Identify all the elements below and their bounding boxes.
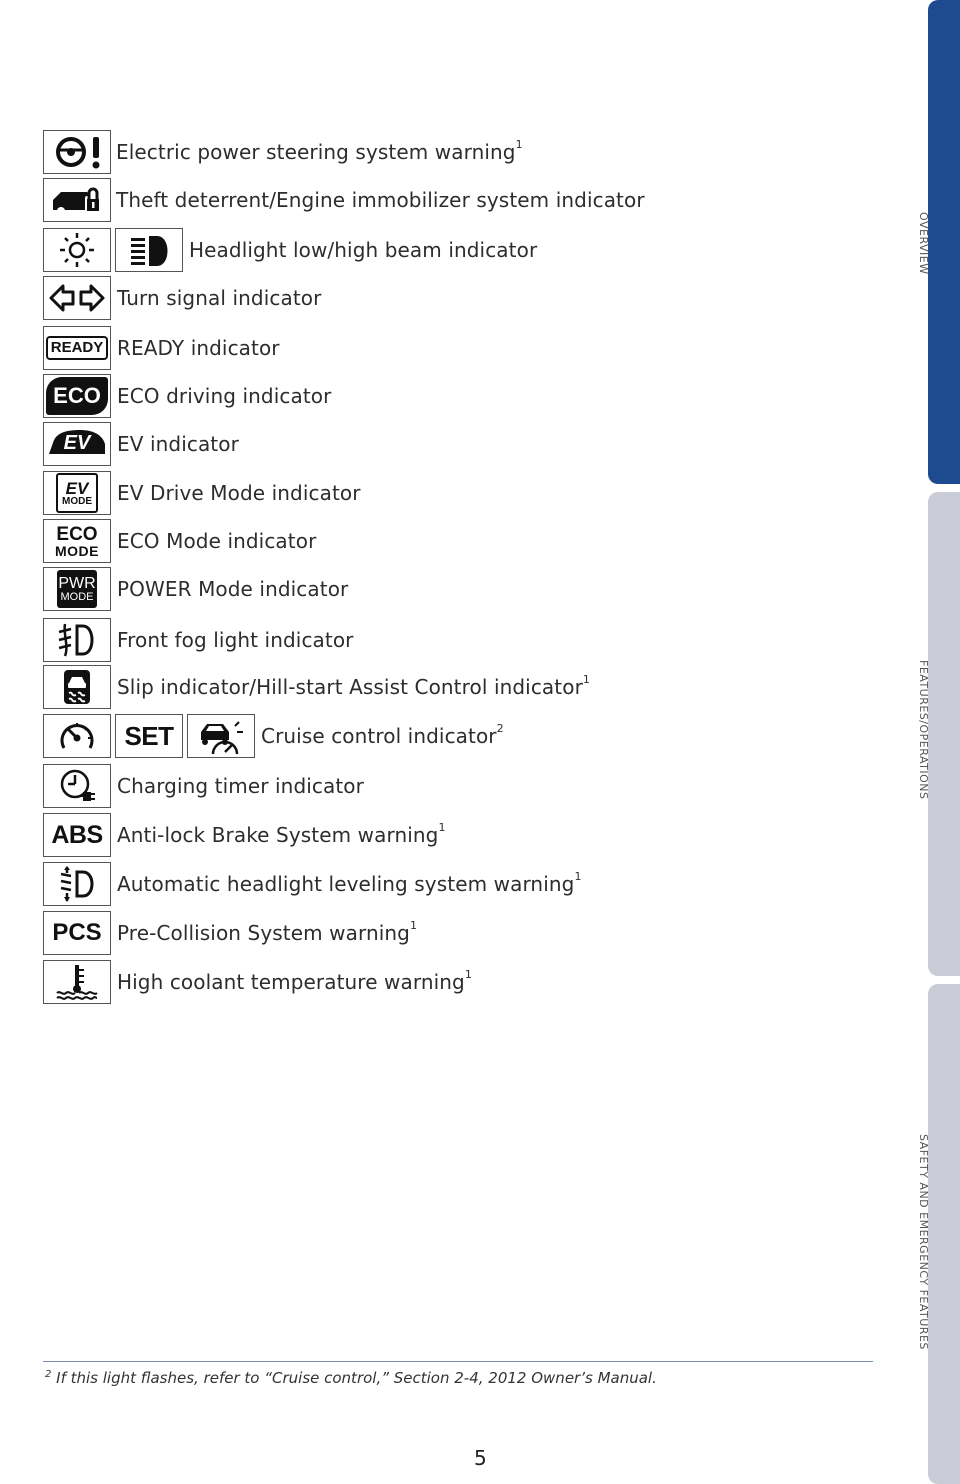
indicator-label: Turn signal indicator [117, 286, 322, 310]
indicator-row [43, 227, 537, 273]
headlight-leveling-icon [43, 862, 111, 906]
ev-icon [43, 422, 111, 466]
indicator-label: POWER Mode indicator [117, 577, 349, 601]
eco-driving-icon-text: ECO [46, 377, 108, 415]
indicator-row [43, 664, 590, 710]
indicator-label: Cruise control indicator$^2$ [261, 722, 504, 748]
coolant-temperature-icon [43, 960, 111, 1004]
indicator-label: ECO Mode indicator [117, 529, 317, 553]
indicator-label: Theft deterrent/Engine immobilizer system indicator [116, 188, 645, 212]
indicator-row [43, 373, 331, 419]
indicator-row [43, 617, 354, 663]
indicator-label: EV Drive Mode indicator [117, 481, 361, 505]
indicator-row [43, 959, 472, 1005]
indicator-label: High coolant temperature warning$^1$ [117, 968, 472, 994]
ev-mode-icon [43, 471, 111, 515]
eco-mode-icon-text: ECO [56, 523, 98, 545]
ready-icon-text: READY [46, 336, 109, 360]
tab-overview-bg[interactable] [928, 0, 960, 484]
indicator-row [43, 129, 523, 175]
eco-driving-icon [43, 374, 111, 418]
headlight-low-icon [43, 228, 111, 272]
indicator-row [43, 861, 582, 907]
indicator-row [43, 177, 645, 223]
indicator-label: Front fog light indicator [117, 628, 354, 652]
ev-mode-icon-subtext: MODE [62, 495, 92, 507]
eco-mode-icon [43, 519, 111, 563]
indicator-label: READY indicator [117, 336, 280, 360]
tab-features-operations[interactable]: FEATURES/OPERATIONS [917, 660, 930, 800]
charging-timer-icon [43, 764, 111, 808]
footnote-divider [43, 1361, 873, 1362]
tab-overview[interactable]: OVERVIEW [917, 212, 930, 275]
turn-signal-icon [43, 276, 111, 320]
power-mode-icon-text: PWR [58, 574, 96, 592]
pcs-icon-text: PCS [52, 919, 102, 946]
indicator-label: ECO driving indicator [117, 384, 332, 408]
indicator-row [43, 566, 348, 612]
tab-features-bg[interactable] [928, 492, 960, 976]
abs-icon [43, 813, 111, 857]
indicator-row [43, 812, 446, 858]
ready-icon [43, 326, 111, 370]
front-fog-light-icon [43, 618, 111, 662]
indicator-row [43, 713, 504, 759]
indicator-label: Electric power steering system warning$^1$ [116, 138, 523, 164]
radar-cruise-icon [187, 714, 255, 758]
indicator-label: EV indicator [117, 432, 239, 456]
power-mode-icon-subtext: MODE [60, 590, 94, 603]
indicator-row [43, 325, 280, 371]
slip-indicator-icon [43, 665, 111, 709]
indicator-row [43, 421, 239, 467]
abs-icon-text: ABS [51, 820, 103, 849]
power-steering-warning-icon [43, 130, 111, 174]
indicator-label: Automatic headlight leveling system warning$^1$ [117, 870, 582, 896]
tab-safety-bg[interactable] [928, 984, 960, 1484]
indicator-row [43, 275, 321, 321]
indicator-label: Anti-lock Brake System warning$^1$ [117, 821, 446, 847]
indicator-label: Slip indicator/Hill-start Assist Control indicator$^1$ [117, 673, 590, 699]
cruise-control-icon [43, 714, 111, 758]
theft-deterrent-icon [43, 178, 111, 222]
indicator-label: Charging timer indicator [117, 774, 364, 798]
footnote [45, 1369, 657, 1387]
ev-icon-text: EV [63, 432, 91, 454]
ev-mode-icon-text: EV [65, 478, 89, 498]
footnote-text: If this light flashes, refer to “Cruise control,” Section 2-4, 2012 Owner’s Manual. [56, 1369, 657, 1387]
power-mode-icon [43, 567, 111, 611]
indicator-row [43, 518, 316, 564]
tab-safety-emergency[interactable]: SAFETY AND EMERGENCY FEATURES [917, 1134, 930, 1350]
cruise-set-icon-text: SET [124, 720, 174, 751]
page-number: 5 [474, 1446, 487, 1470]
eco-mode-icon-subtext: MODE [55, 542, 99, 559]
indicator-row [43, 763, 364, 809]
indicator-label: Headlight low/high beam indicator [189, 238, 538, 262]
indicator-row [43, 470, 361, 516]
headlight-high-icon [115, 228, 183, 272]
cruise-set-icon [115, 714, 183, 758]
pcs-icon [43, 911, 111, 955]
indicator-row [43, 910, 417, 956]
footnote-number: 2 [45, 1369, 52, 1380]
indicator-label: Pre-Collision System warning$^1$ [117, 919, 418, 945]
